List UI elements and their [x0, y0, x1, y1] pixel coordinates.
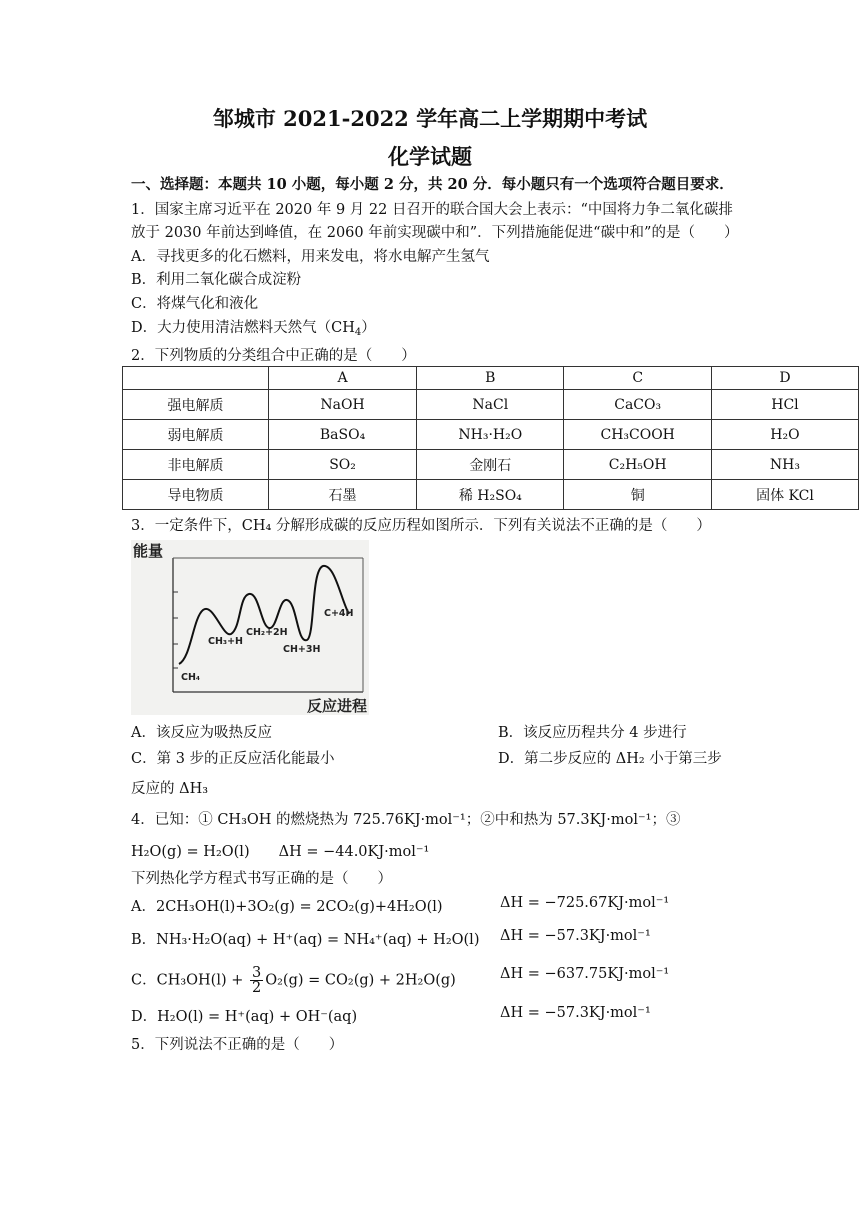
energy-profile-figure: [131, 540, 369, 715]
table-cell: CaCO₃: [564, 390, 711, 420]
q3-option-b: B．该反应历程共分 4 步进行: [498, 725, 687, 741]
table-cell: NaOH: [268, 390, 416, 420]
table-row: [123, 450, 859, 480]
table-header-cell: A: [268, 367, 416, 390]
q3-option-d-line1: D．第二步反应的 ΔH₂ 小于第三步: [498, 751, 722, 767]
table-cell: C₂H₅OH: [564, 450, 711, 480]
table-header-row: [123, 367, 859, 390]
table-header-cell: D: [711, 367, 858, 390]
q3-stem-prefix: 3．一定条件下，: [131, 518, 242, 534]
fraction-denominator: 2: [252, 980, 262, 996]
q1-option-d-suffix: ）: [361, 320, 376, 336]
q4-option-c-equation: [131, 966, 456, 995]
table-cell: NaCl: [417, 390, 564, 420]
q4-option-b-equation: B．NH₃·H₂O(aq) + H⁺(aq) = NH₄⁺(aq) + H₂O(l): [131, 932, 480, 948]
row-label: 非电解质: [123, 450, 269, 480]
table-cell: H₂O: [711, 420, 858, 450]
q1-option-b: B．利用二氧化碳合成淀粉: [131, 272, 302, 288]
table-cell: NH₃·H₂O: [417, 420, 564, 450]
q2-stem: 2．下列物质的分类组合中正确的是（ ）: [131, 348, 416, 364]
q4-option-c-pre: C．CH₃OH(l) +: [131, 972, 248, 989]
q4-option-a-dh: ΔH = −725.67KJ·mol⁻¹: [500, 895, 670, 911]
table-cell: 固体 KCl: [711, 480, 858, 510]
q4-option-c-dh: ΔH = −637.75KJ·mol⁻¹: [500, 966, 670, 982]
q3-stem-formula: CH₄: [241, 518, 272, 534]
table-cell: 铜: [564, 480, 711, 510]
label-c-4h: C+4H: [324, 608, 354, 619]
label-ch4: CH₄: [181, 672, 201, 683]
q4-stem-line3: 下列热化学方程式书写正确的是（ ）: [131, 871, 392, 887]
row-label: 强电解质: [123, 390, 269, 420]
q3-option-a: A．该反应为吸热反应: [131, 725, 272, 741]
classification-table: [122, 366, 859, 510]
q1-option-d-formula: CH: [331, 320, 355, 336]
q3-option-c: C．第 3 步的正反应活化能最小: [131, 751, 335, 767]
q3-option-d-line2: 反应的 ΔH₃: [131, 781, 209, 797]
fraction-numerator: 3: [252, 965, 262, 981]
q1-stem-line1: 1．国家主席习近平在 2020 年 9 月 22 日召开的联合国大会上表示：“中国将力争二氧化碳排: [131, 202, 733, 218]
q5-stem: 5．下列说法不正确的是（ ）: [131, 1037, 344, 1053]
label-ch-3h: CH+3H: [283, 644, 321, 655]
q4-option-a-equation: A．2CH₃OH(l)+3O₂(g) = 2CO₂(g)+4H₂O(l): [131, 899, 443, 915]
q3-stem: [131, 514, 711, 535]
table-header-cell: B: [417, 367, 564, 390]
q4-stem-line1: 4．已知：① CH₃OH 的燃烧热为 725.76KJ·mol⁻¹；②中和热为 57.3KJ·mol⁻¹；③: [131, 812, 681, 828]
table-cell: SO₂: [268, 450, 416, 480]
section-heading: 一、选择题：本题共 10 小题，每小题 2 分，共 20 分．每小题只有一个选项符合题目要求．: [131, 176, 734, 193]
q1-option-d-prefix: D．大力使用清洁燃料天然气（: [131, 320, 332, 336]
page-title: 邹城市 2021-2022 学年高二上学期期中考试: [212, 106, 648, 131]
page-subtitle: 化学试题: [388, 144, 472, 169]
q1-option-d-sub: 4: [354, 327, 362, 338]
table-cell: CH₃COOH: [564, 420, 711, 450]
table-cell: HCl: [711, 390, 858, 420]
q1-stem-line2: 放于 2030 年前达到峰值，在 2060 年前实现碳中和”．下列措施能促进“碳中和”的是（ ）: [131, 225, 739, 241]
table-cell: NH₃: [711, 450, 858, 480]
figure-xlabel: 反应进程: [307, 697, 368, 715]
q3-stem-suffix: 分解形成碳的反应历程如图所示．下列有关说法不正确的是（ ）: [271, 518, 711, 534]
q4-option-c-post: O₂(g) = CO₂(g) + 2H₂O(g): [265, 972, 456, 989]
q1-option-c: C．将煤气化和液化: [131, 296, 259, 312]
table-row: [123, 390, 859, 420]
table-cell: BaSO₄: [268, 420, 416, 450]
row-label: 导电物质: [123, 480, 269, 510]
table-row: [123, 420, 859, 450]
q1-option-a: A．寻找更多的化石燃料，用来发电，将水电解产生氢气: [131, 249, 490, 265]
q4-option-d-dh: ΔH = −57.3KJ·mol⁻¹: [500, 1005, 651, 1021]
table-row: [123, 480, 859, 510]
q1-option-d: [131, 316, 376, 338]
figure-ylabel: 能量: [133, 542, 164, 560]
row-label: 弱电解质: [123, 420, 269, 450]
label-ch3-h: CH₃+H: [208, 636, 243, 647]
table-header-cell: C: [564, 367, 711, 390]
q4-option-d-equation: D．H₂O(l) = H⁺(aq) + OH⁻(aq): [131, 1009, 358, 1025]
label-ch2-2h: CH₂+2H: [246, 627, 288, 638]
table-header-cell: [123, 367, 269, 390]
table-cell: 金刚石: [417, 450, 564, 480]
q4-stem-line2: H₂O(g) = H₂O(l) ΔH = −44.0KJ·mol⁻¹: [131, 844, 430, 860]
q4-option-b-dh: ΔH = −57.3KJ·mol⁻¹: [500, 928, 651, 944]
table-cell: 稀 H₂SO₄: [417, 480, 564, 510]
table-cell: 石墨: [268, 480, 416, 510]
fraction: [250, 966, 263, 995]
